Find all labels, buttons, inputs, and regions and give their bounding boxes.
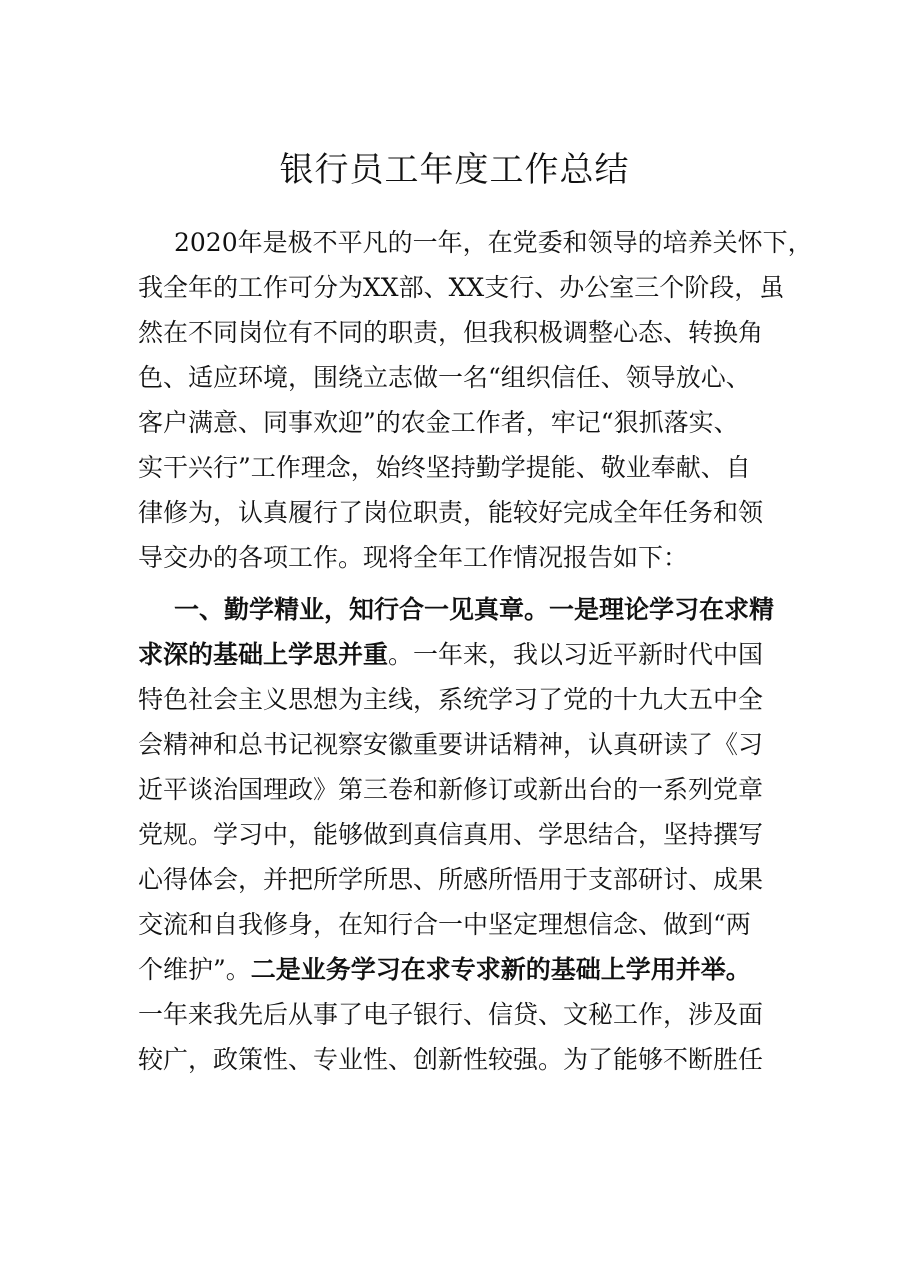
subsection-heading: 二是业务学习在求专求新的基础上学用并举。 (250, 955, 751, 984)
subsection-heading: 求深的基础上学思并重 (138, 640, 389, 669)
paragraph-1-line: 色、适应环境，围绕立志做一名“组织信任、领导放心、 (138, 363, 751, 392)
document-body (138, 220, 813, 1082)
paragraph-2-line (138, 632, 778, 677)
paragraph-1-line: 实干兴行”工作理念，始终坚持勤学提能、敬业奉献、自 (138, 453, 751, 482)
paragraph-2-line: 心得体会，并把所学所思、所感所悟用于支部研讨、成果 (138, 865, 764, 894)
paragraph-1-line: 然在不同岗位有不同的职责，但我积极调整心态、转换角 (138, 318, 764, 347)
paragraph-1-line: 律修为，认真履行了岗位职责，能较好完成全年任务和领 (138, 498, 764, 527)
paragraph-2-text: 个维护”。 (138, 955, 251, 984)
section-heading-line: 一、勤学精业，知行合一见真章。一是理论学习在求精 (174, 595, 775, 624)
paragraph-1-line: 2020年是极不平凡的一年，在党委和领导的培养关怀下， (174, 228, 813, 257)
paragraph-2-line: 交流和自我修身，在知行合一中坚定理想信念、做到“两 (138, 910, 751, 939)
paragraph-1-line: 导交办的各项工作。现将全年工作情况报告如下： (138, 543, 689, 572)
paragraph-2-text: 。一年来，我以习近平新时代中国 (388, 640, 764, 669)
paragraph-2-line: 一年来我先后从事了电子银行、信贷、文秘工作，涉及面 (138, 1000, 764, 1029)
paragraph-2-line: 特色社会主义思想为主线，系统学习了党的十九大五中全 (138, 685, 764, 714)
paragraph-2-line: 会精神和总书记视察安徽重要讲话精神，认真研读了《习 (138, 730, 764, 759)
paragraph-2-line: 党规。学习中，能够做到真信真用、学思结合，坚持撰写 (138, 820, 764, 849)
document-title: 银行员工年度工作总结 (279, 150, 630, 190)
paragraph-2-line (138, 947, 778, 992)
paragraph-2-line: 较广，政策性、专业性、创新性较强。为了能够不断胜任 (138, 1045, 764, 1074)
paragraph-2-line: 近平谈治国理政》第三卷和新修订或新出台的一系列党章 (138, 775, 764, 804)
paragraph-1-line: 客户满意、同事欢迎”的农金工作者，牢记“狠抓落实、 (138, 408, 739, 437)
paragraph-1-line: 我全年的工作可分为XX部、XX支行、办公室三个阶段，虽 (138, 273, 785, 302)
paragraph-gap (138, 580, 778, 587)
